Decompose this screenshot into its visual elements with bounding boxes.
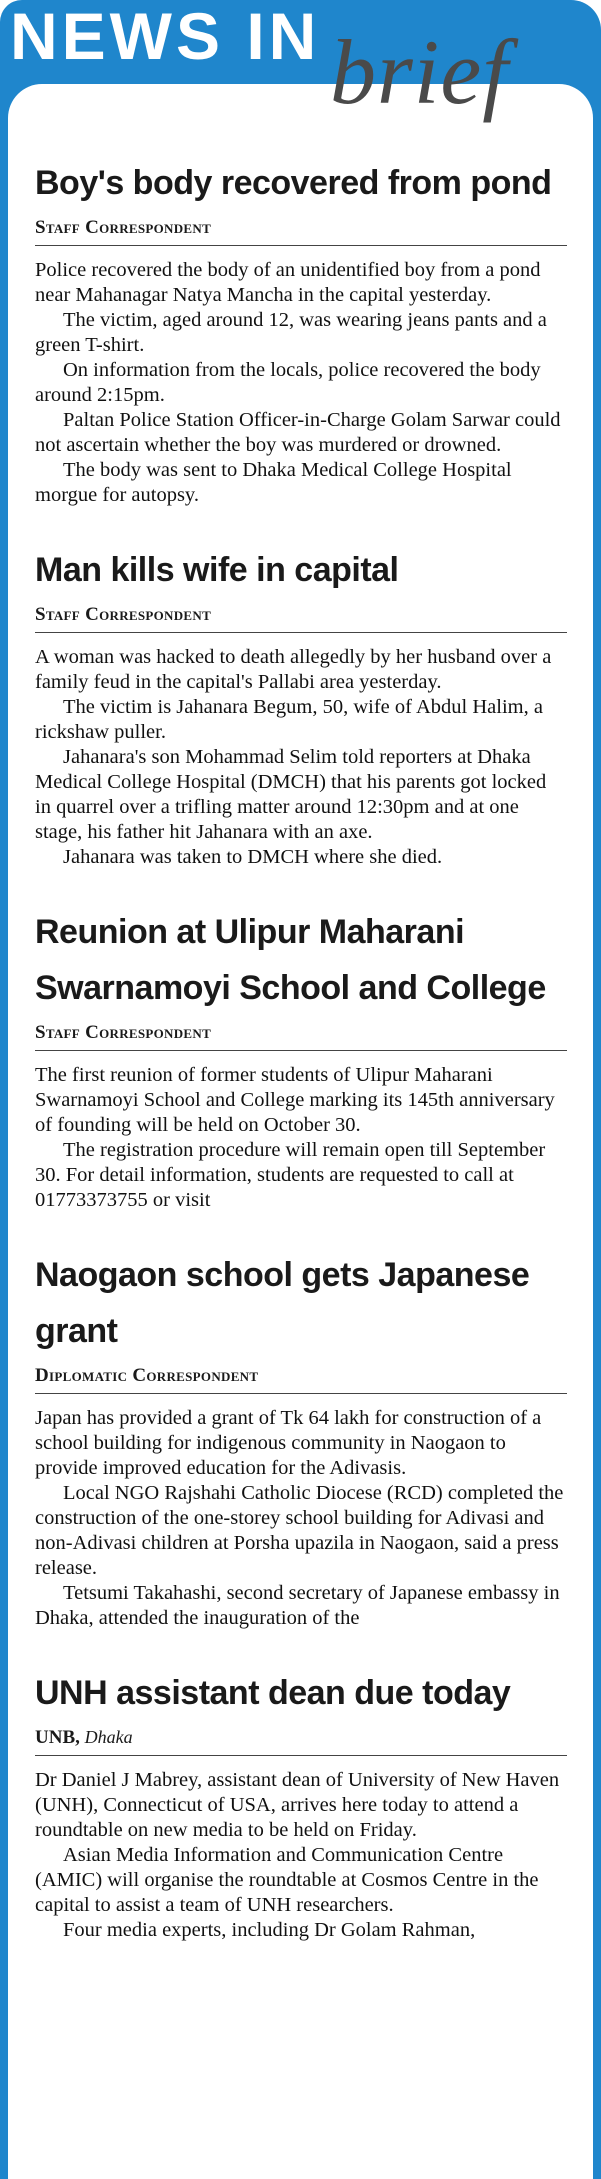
story-byline: Diplomatic Correspondent	[35, 1359, 567, 1394]
story-paragraph: On information from the locals, police recovered the body around 2:15pm.	[35, 359, 541, 406]
story-headline: Man kills wife in capital	[35, 551, 399, 589]
masthead-title: NEWS IN	[10, 0, 321, 73]
story-paragraph: The victim is Jahanara Begum, 50, wife of Abdul Halim, a rickshaw puller.	[35, 696, 543, 743]
story-paragraph: The victim, aged around 12, was wearing jeans pants and a green T-shirt.	[35, 309, 547, 356]
news-column	[35, 155, 567, 1977]
byline-location: Dhaka	[84, 1727, 133, 1747]
story-boy-body	[35, 155, 567, 508]
story-byline: Staff Correspondent	[35, 1016, 567, 1051]
story-ulipur-reunion	[35, 904, 567, 1213]
story-paragraph: Tetsumi Takahashi, second secretary of Japanese embassy in Dhaka, attended the inauguration of the	[35, 1582, 560, 1629]
story-byline: UNB, Dhaka	[35, 1721, 567, 1756]
story-paragraph: The first reunion of former students of Ulipur Maharani Swarnamoyi School and College marking its 145th anniversary of founding will be held on October 30.	[35, 1064, 555, 1136]
story-byline: Staff Correspondent	[35, 598, 567, 633]
story-headline: UNH assistant dean due today	[35, 1674, 511, 1712]
story-paragraph: The body was sent to Dhaka Medical College Hospital morgue for autopsy.	[35, 459, 512, 506]
story-paragraph: Japan has provided a grant of Tk 64 lakh for construction of a school building for indigenous community in Naogaon to provide improved education for the Adivasis.	[35, 1407, 542, 1479]
story-paragraph: A woman was hacked to death allegedly by her husband over a family feud in the capital's Pallabi area yesterday.	[35, 646, 552, 693]
story-paragraph: Four media experts, including Dr Golam Rahman,	[63, 1919, 476, 1941]
story-paragraph: Police recovered the body of an unidentified boy from a pond near Mahanagar Natya Mancha in the capital yesterday.	[35, 259, 541, 306]
story-paragraph: Jahanara's son Mohammad Selim told reporters at Dhaka Medical College Hospital (DMCH) that his parents got locked in quarrel over a trifling matter around 12:30pm and at one stage, his father hit Jahanara with an axe.	[35, 746, 547, 843]
story-paragraph: Asian Media Information and Communication Centre (AMIC) will organise the roundtable at Cosmos Centre in the capital to assist a team of UNH researchers.	[35, 1844, 539, 1916]
story-paragraph: Dr Daniel J Mabrey, assistant dean of University of New Haven (UNH), Connecticut of USA, arrives here today to attend a roundtable on new media to be held on Friday.	[35, 1769, 560, 1841]
masthead-subtitle: brief	[330, 21, 509, 123]
story-headline: Reunion at Ulipur Maharani Swarnamoyi School and College	[35, 913, 546, 1007]
story-paragraph: Paltan Police Station Officer-in-Charge Golam Sarwar could not ascertain whether the boy was murdered or drowned.	[35, 409, 561, 456]
story-headline: Boy's body recovered from pond	[35, 164, 552, 202]
story-paragraph: Local NGO Rajshahi Catholic Diocese (RCD) completed the construction of the one-storey school building for Adivasi and non-Adivasi children at Porsha upazila in Naogaon, said a press release.	[35, 1482, 564, 1579]
story-man-kills-wife	[35, 542, 567, 870]
story-headline: Naogaon school gets Japanese grant	[35, 1256, 530, 1350]
story-naogaon-grant	[35, 1247, 567, 1631]
story-byline: Staff Correspondent	[35, 211, 567, 246]
story-paragraph: Jahanara was taken to DMCH where she died.	[63, 846, 443, 868]
story-unh-dean	[35, 1665, 567, 1943]
story-paragraph: The registration procedure will remain open till September 30. For detail information, students are requested to call at 01773373755 or visit	[35, 1139, 546, 1211]
